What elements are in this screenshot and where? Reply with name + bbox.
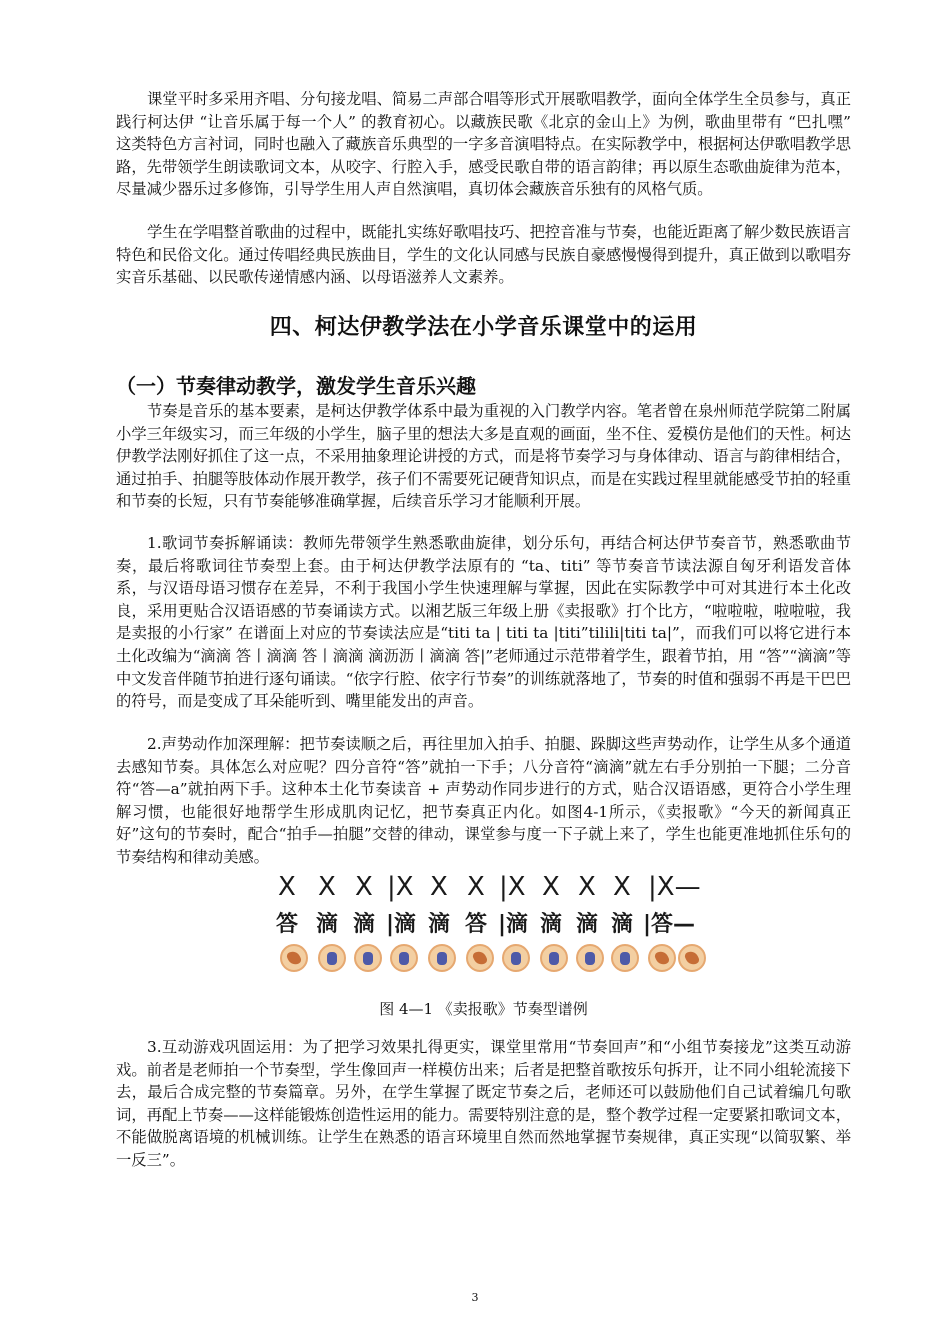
rhythm-note: |X [499, 872, 526, 902]
figure-caption: 图 4—1 《卖报歌》节奏型谱例 [379, 1000, 588, 1018]
chapter-heading: 四、柯达伊教学法在小学音乐课堂中的运用 [269, 315, 698, 340]
pat-lap-icon [540, 944, 568, 972]
rhythm-syllable: 滴 [316, 912, 339, 937]
rhythm-note: X [430, 872, 448, 902]
rhythm-syllable: 滴 [428, 912, 451, 937]
clap-hands-icon [678, 944, 706, 972]
clap-hands-icon [280, 944, 308, 972]
rhythm-syllable: 滴 [540, 912, 563, 937]
pat-lap-icon [318, 944, 346, 972]
clap-hands-icon [466, 944, 494, 972]
pat-lap-icon [502, 944, 530, 972]
rhythm-note: X [467, 872, 485, 902]
action-icons-row [270, 944, 710, 978]
paragraph-folk-song-teaching: 课堂平时多采用齐唱、分句接龙唱、简易二声部合唱等形式开展歌唱教学，面向全体学生全员参与，真正践行柯达伊 “让音乐属于每一个人” 的教育初心。以藏族民歌《北京的金山上》为例，歌曲里带有 “巴扎嘿” 这类特色方言衬词，同时也融入了藏族音乐典型的一字多音演唱特点。在实际教学中，根据柯达伊歌唱教学思路，先带领学生朗读歌词文本，从咬字、行腔入手，感受民歌自带的语言韵律；再以原生态歌曲旋律为范本，尽量减少器乐过多修饰，引导学生用人声自然演唱，真切体会藏族音乐独有的风格气质。 [116, 90, 851, 199]
rhythm-figure [270, 868, 710, 980]
rhythm-note: X [278, 872, 296, 902]
rhythm-syllables-row [270, 906, 710, 944]
paragraph-lyric-rhythm: 1.歌词节奏拆解诵读：教师先带领学生熟悉歌曲旋律，划分乐句，再结合柯达伊节奏音节，熟悉歌曲节奏，最后将歌词往节奏型上套。由于柯达伊教学法原有的 “ta、titi” 等节奏音节读法源自匈牙利语发音体系，与汉语母语习惯存在差异，不利于我国小学生快速理解与掌握，因此在实际教学中可对其进行本土化改良，采用更贴合汉语语感的节奏诵读方式。以湘艺版三年级上册《卖报歌》打个比方，“啦啦啦，啦啦啦，我是卖报的小行家” 在谱面上对应的节奏读法应是“titi ta | titi ta |titi”tilili|titi ta|”，而我们可以将它进行本土化改编为“滴滴 答丨滴滴 答丨滴滴 滴沥沥丨滴滴 答|”老师通过示范带着学生，跟着节拍，用 “答”“滴滴”等中文发音伴随节拍进行逐句诵读。“依字行腔、依字行节奏”的训练就落地了，节奏的时值和强弱不再是干巴巴的符号，而是变成了耳朵能听到、嘴里能发出的声音。 [116, 534, 851, 711]
paragraph-rhythm-intro: 节奏是音乐的基本要素，是柯达伊教学体系中最为重视的入门教学内容。笔者曾在泉州师范学院第二附属小学三年级实习，而三年级的小学生，脑子里的想法大多是直观的画面，坐不住、爱模仿是他们的天性。柯达伊教学法刚好抓住了这一点，不采用抽象理论讲授的方式，而是将节奏学习与身体律动、语言与韵律相结合，通过拍手、拍腿等肢体动作展开教学，孩子们不需要死记硬背知识点，而是在实践过程里就能感受节拍的轻重和节奏的长短，只有节奏能够准确掌握，后续音乐学习才能顺利开展。 [116, 402, 851, 511]
paragraph-interactive-games: 3.互动游戏巩固运用：为了把学习效果扎得更实，课堂里常用“节奏回声”和“小组节奏接龙”这类互动游戏。前者是老师拍一个节奏型，学生像回声一样模仿出来；后者是把整首歌按乐句拆开，让不同小组轮流接下去，最后合成完整的节奏篇章。另外，在学生掌握了既定节奏之后，老师还可以鼓励他们自己试着编几句歌词，再配上节奏——这样能锻炼创造性运用的能力。需要特别注意的是，整个教学过程一定要紧扣歌词文本，不能做脱离语境的机械训练。让学生在熟悉的语言环境里自然而然地掌握节奏规律，真正实现“以简驭繁、举一反三”。 [116, 1038, 851, 1169]
rhythm-note: X [613, 872, 631, 902]
section-heading: （一）节奏律动教学，激发学生音乐兴趣 [116, 374, 476, 398]
pat-lap-icon [611, 944, 639, 972]
paragraph-learning-outcomes: 学生在学唱整首歌曲的过程中，既能扎实练好歌唱技巧、把控音准与节奏，也能近距离了解少数民族语言特色和民俗文化。通过传唱经典民族曲目，学生的文化认同感与民族自豪感慢慢得到提升，真正做到以歌唱夯实音乐基础、以民歌传递情感内涵、以母语滋养人文素养。 [116, 223, 851, 287]
rhythm-syllable: |滴 [386, 912, 417, 937]
pat-lap-icon [390, 944, 418, 972]
rhythm-note: |X [387, 872, 414, 902]
rhythm-syllable: |滴 [498, 912, 529, 937]
rhythm-notes-row [270, 868, 710, 906]
rhythm-syllable: 答 [465, 912, 488, 937]
rhythm-syllable: |答— [643, 912, 696, 937]
rhythm-syllable: 答 [276, 912, 299, 937]
rhythm-syllable: 滴 [353, 912, 376, 937]
pat-lap-icon [576, 944, 604, 972]
paragraph-body-percussion: 2.声势动作加深理解：把节奏读顺之后，再往里加入拍手、拍腿、跺脚这些声势动作，让学生从多个通道去感知节奏。具体怎么对应呢？四分音符“答”就拍一下手；八分音符“滴滴”就左右手分别拍一下腿；二分音符“答—a”就拍两下手。这种本土化节奏读音 + 声势动作同步进行的方式，贴合汉语语感，更符合小学生理解习惯，也能很好地帮学生形成肌肉记忆，把节奏真正内化。如图4-1所示，《卖报歌》“今天的新闻真正好”这句的节奏时，配合“拍手—拍腿”交替的律动，课堂参与度一下子就上来了，学生也能更准地抓住乐句的节奏结构和律动美感。 [116, 735, 851, 866]
page-number: 3 [471, 1291, 479, 1304]
rhythm-note: X [318, 872, 336, 902]
rhythm-note: X [578, 872, 596, 902]
clap-hands-icon [648, 944, 676, 972]
rhythm-note: |X— [648, 872, 701, 902]
pat-lap-icon [354, 944, 382, 972]
rhythm-syllable: 滴 [576, 912, 599, 937]
rhythm-syllable: 滴 [611, 912, 634, 937]
pat-lap-icon [428, 944, 456, 972]
rhythm-note: X [355, 872, 373, 902]
rhythm-note: X [542, 872, 560, 902]
